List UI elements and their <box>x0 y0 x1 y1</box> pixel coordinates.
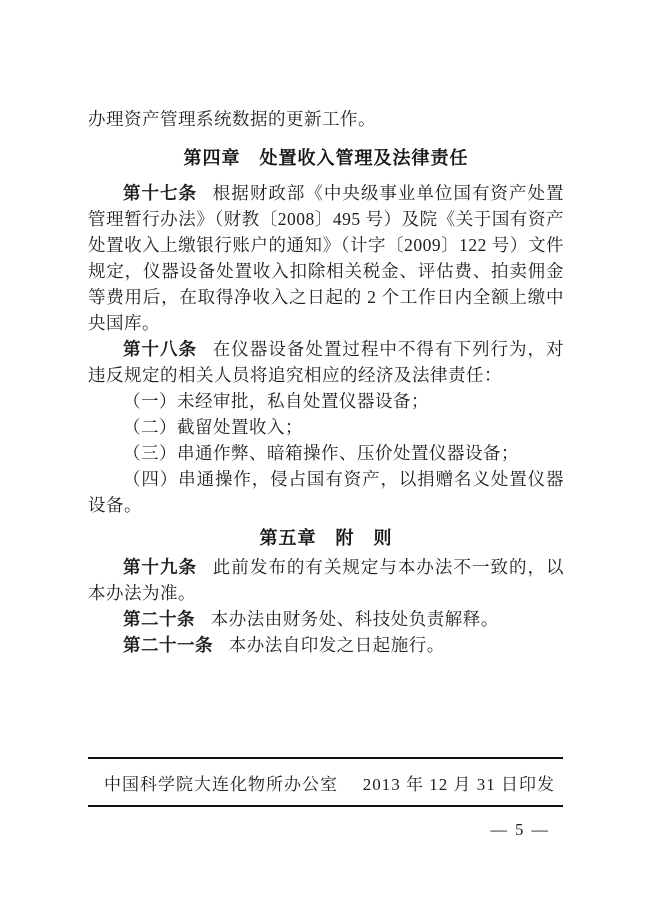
article-18-paragraph <box>88 336 564 388</box>
continuation-paragraph: 办理资产管理系统数据的更新工作。 <box>88 109 376 129</box>
prohibited-item-1: （一）未经审批，私自处置仪器设备； <box>123 391 429 411</box>
article-20-paragraph <box>88 606 564 632</box>
chapter-4-heading: 第四章 处置收入管理及法律责任 <box>183 148 469 168</box>
prohibited-item-3: （三）串通作弊、暗箱操作、压价处置仪器设备； <box>123 443 519 463</box>
article-17-paragraph <box>88 180 564 336</box>
document-body <box>88 106 564 658</box>
prohibited-item-2: （二）截留处置收入； <box>123 417 303 437</box>
article-20-number: 第二十条 <box>123 609 195 629</box>
article-18-number: 第十八条 <box>123 339 198 359</box>
document-footer <box>88 757 563 807</box>
article-18-text: 在仪器设备处置过程中不得有下列行为，对违反规定的相关人员将追究相应的经济及法律责任： <box>88 339 564 385</box>
article-21-paragraph <box>88 632 564 658</box>
prohibited-item-4: （四）串通操作，侵占国有资产，以捐赠名义处置仪器设备。 <box>88 469 564 515</box>
issuing-office: 中国科学院大连化物所办公室 <box>104 774 338 794</box>
article-20-text: 本办法由财务处、科技处负责解释。 <box>210 609 499 629</box>
print-date: 2013 年 12 月 31 日印发 <box>362 774 555 794</box>
article-17-number: 第十七条 <box>123 183 198 203</box>
page-number: — 5 — <box>490 820 550 839</box>
article-21-number: 第二十一条 <box>123 635 213 655</box>
article-17-text: 根据财政部《中央级事业单位国有资产处置管理暂行办法》（财教〔2008〕495 号）及院《关于国有资产处置收入上缴银行账户的通知》（计字〔2009〕122 号）文件规定，仪器设备处置收入扣除相关税金、评估费、拍卖佣金等费用后，在取得净收入之日起的 2 个工作日内全额上缴中央国库。 <box>88 183 564 333</box>
article-19-number: 第十九条 <box>123 557 198 577</box>
article-21-text: 本办法自印发之日起施行。 <box>228 635 445 655</box>
article-19-paragraph <box>88 554 564 606</box>
article-19-text: 此前发布的有关规定与本办法不一致的，以本办法为准。 <box>88 557 564 603</box>
chapter-5-heading: 第五章 附 则 <box>259 528 393 548</box>
